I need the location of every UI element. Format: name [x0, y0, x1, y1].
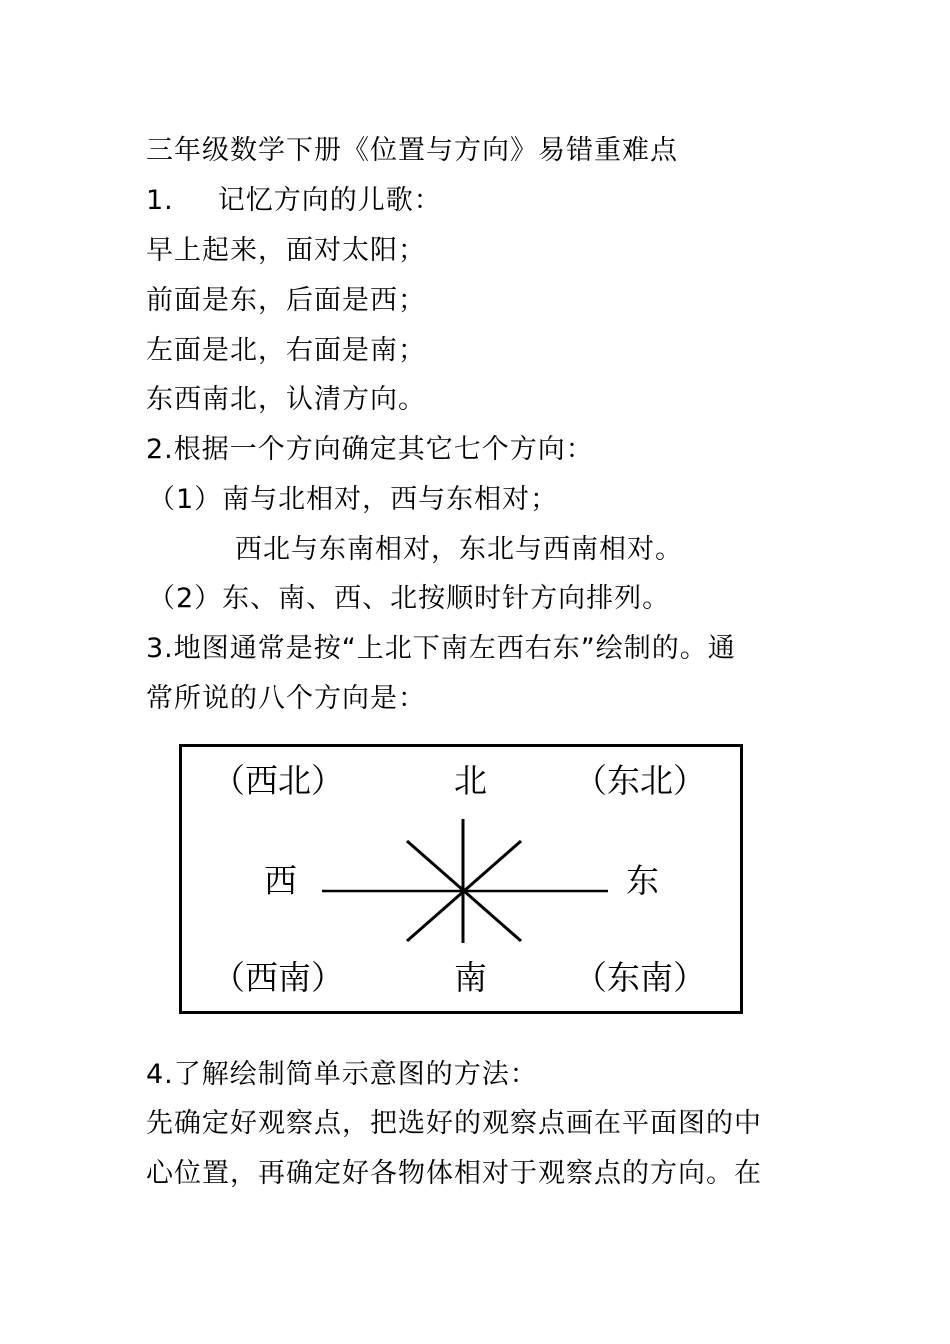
label-south: 南 — [454, 958, 487, 997]
label-north: 北 — [454, 761, 487, 800]
section3-line-1: 3.地图通常是按“上北下南左西右东”绘制的。通 — [146, 633, 736, 664]
page-title: 三年级数学下册《位置与方向》易错重难点 — [146, 135, 678, 166]
section4-line-1: 先确定好观察点，把选好的观察点画在平面图的中 — [146, 1108, 762, 1139]
rhyme-line-1: 早上起来，面对太阳； — [146, 235, 426, 266]
section4-heading: 4.了解绘制简单示意图的方法： — [146, 1059, 538, 1090]
section1-heading — [146, 184, 442, 218]
section1-number: 1. — [146, 185, 174, 216]
rhyme-line-3: 左面是北，右面是南； — [146, 335, 426, 366]
rhyme-line-4: 东西南北，认清方向。 — [146, 384, 426, 415]
section1-heading-text: 记忆方向的儿歌： — [217, 185, 442, 216]
label-northeast: （东北） — [574, 761, 706, 800]
label-southwest: （西南） — [212, 958, 344, 997]
label-west: 西 — [264, 861, 297, 900]
section3-line-2: 常所说的八个方向是： — [146, 683, 426, 714]
rhyme-line-2: 前面是东，后面是西； — [146, 285, 426, 316]
label-northwest: （西北） — [212, 761, 344, 800]
section2-item1: （1）南与北相对，西与东相对； — [148, 484, 559, 515]
direction-diagram — [179, 744, 743, 1014]
section2-heading: 2.根据一个方向确定其它七个方向： — [146, 434, 594, 465]
label-southeast: （东南） — [574, 958, 706, 997]
section2-item1-continued: 西北与东南相对，东北与西南相对。 — [235, 534, 683, 565]
label-east: 东 — [626, 861, 659, 900]
section2-item2: （2）东、南、西、北按顺时针方向排列。 — [148, 583, 671, 614]
section4-line-2: 心位置，再确定好各物体相对于观察点的方向。在 — [146, 1158, 762, 1189]
